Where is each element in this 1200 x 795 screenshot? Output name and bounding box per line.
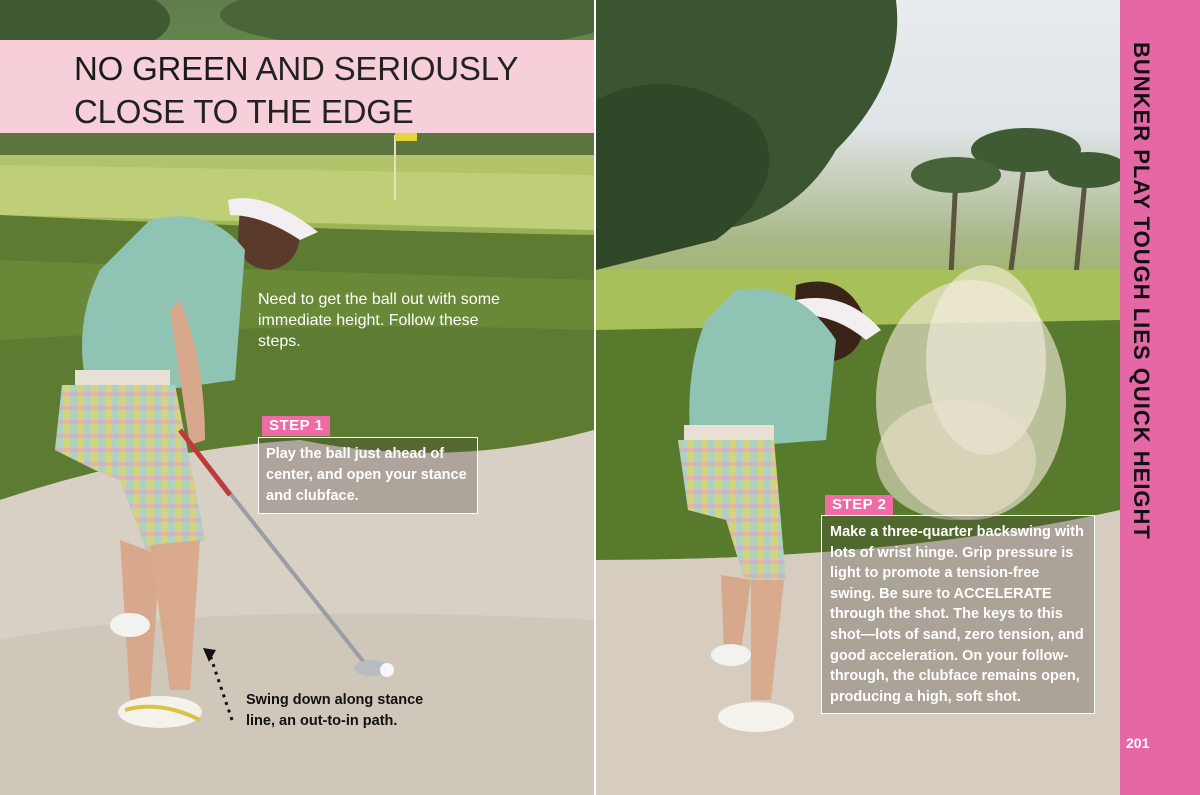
step-2-label: STEP 2 (825, 495, 893, 515)
step-1-text: Play the ball just ahead of center, and open your stance and clubface. (258, 437, 478, 514)
page-title (74, 47, 574, 133)
intro-text: Need to get the ball out with some immediate height. Follow these steps. (258, 291, 500, 350)
swing-path-caption: Swing down along stance line, an out-to-in path. (246, 692, 424, 729)
page-title-bold: NO GREEN (74, 50, 249, 87)
step-2-text: Make a three-quarter backswing with lots of wrist hinge. Grip pressure is light to promote a tension-free swing. Be sure to ACCELERATE through the shot. The keys to this shot—lots of sand, zero tension, and good acceleration. On your follow-through, the clubface remains open, producing a high, soft shot. (821, 515, 1095, 714)
step-1-label: STEP 1 (262, 416, 330, 436)
page-number: 201 (1126, 735, 1150, 751)
page-title-rest: AND SERIOUSLY CLOSE TO THE EDGE (74, 50, 518, 130)
chapter-title-vertical: BUNKER PLAY TOUGH LIES QUICK HEIGHT (1129, 42, 1154, 540)
